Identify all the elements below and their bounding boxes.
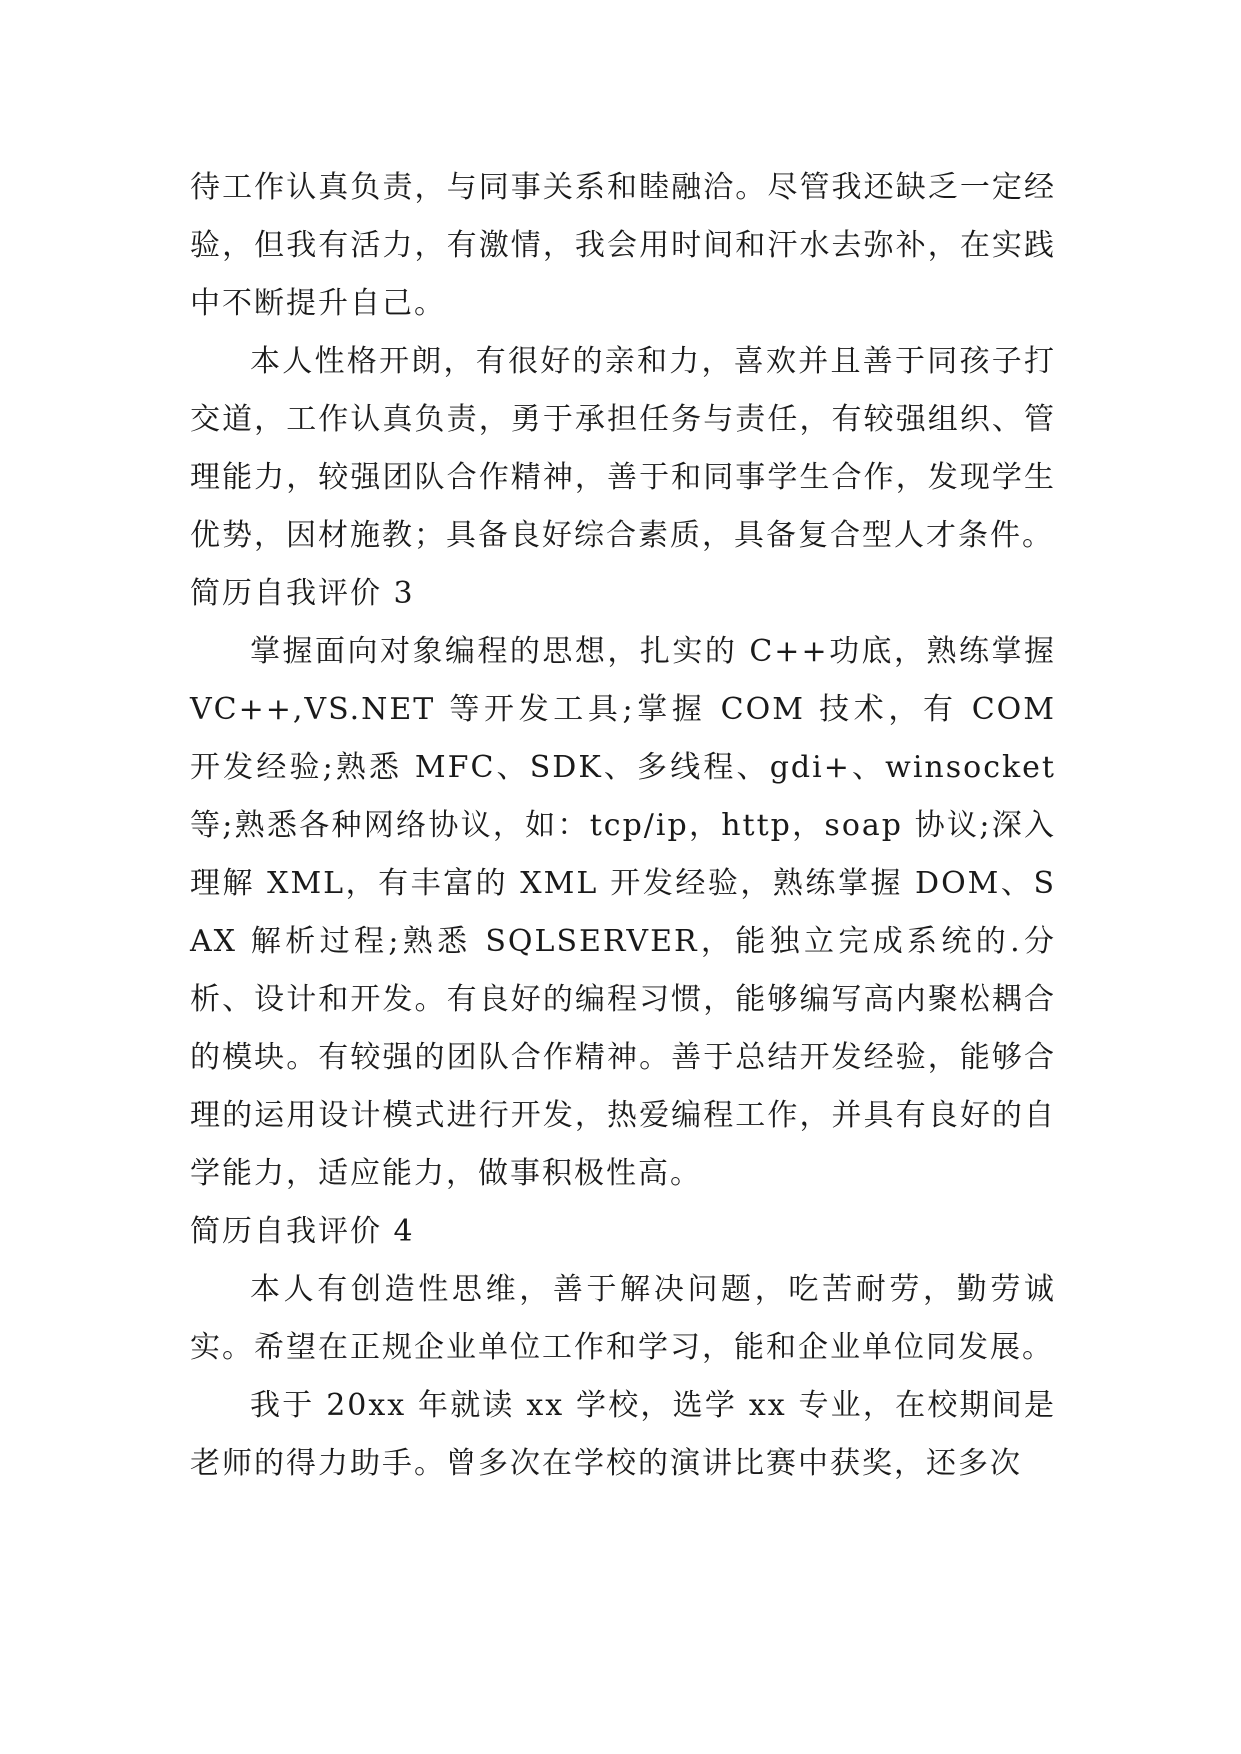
paragraph-work-attitude: 待工作认真负责，与同事关系和睦融洽。尽管我还缺乏一定经验，但我有活力，有激情，我会用时间和汗水去弥补，在实践中不断提升自己。 (190, 170, 1056, 321)
document-body (190, 159, 1056, 1493)
paragraph-programming-skills: 掌握面向对象编程的思想，扎实的 C++功底，熟练掌握 VC++,VS.NET 等开发工具;掌握 COM 技术，有 COM 开发经验;熟悉 MFC、SDK、多线程、gdi+、winsocket 等;熟悉各种网络协议，如：tcp/ip，http，soap 协议;深入理解 XML，有丰富的 XML 开发经验，熟练掌握 DOM、SAX 解析过程;熟悉 SQLSERVER，能独立完成系统的.分析、设计和开发。有良好的编程习惯，能够编写高内聚松耦合的模块。有较强的团队合作精神。善于总结开发经验，能够合理的运用设计模式进行开发，热爱编程工作，并具有良好的自学能力，适应能力，做事积极性高。 (190, 634, 1056, 1191)
paragraph-creative-thinking: 本人有创造性思维，善于解决问题，吃苦耐劳，勤劳诚实。希望在正规企业单位工作和学习，能和企业单位同发展。 (190, 1272, 1056, 1365)
section-heading-self-evaluation-3: 简历自我评价 3 (190, 576, 415, 611)
paragraph-personality: 本人性格开朗，有很好的亲和力，喜欢并且善于同孩子打交道，工作认真负责，勇于承担任务与责任，有较强组织、管理能力，较强团队合作精神，善于和同事学生合作，发现学生优势，因材施教；具备良好综合素质，具备复合型人才条件。 (190, 344, 1056, 553)
section-heading-self-evaluation-4: 简历自我评价 4 (190, 1214, 415, 1249)
paragraph-school-background: 我于 20xx 年就读 xx 学校，选学 xx 专业，在校期间是老师的得力助手。曾多次在学校的演讲比赛中获奖，还多次 (190, 1388, 1056, 1481)
